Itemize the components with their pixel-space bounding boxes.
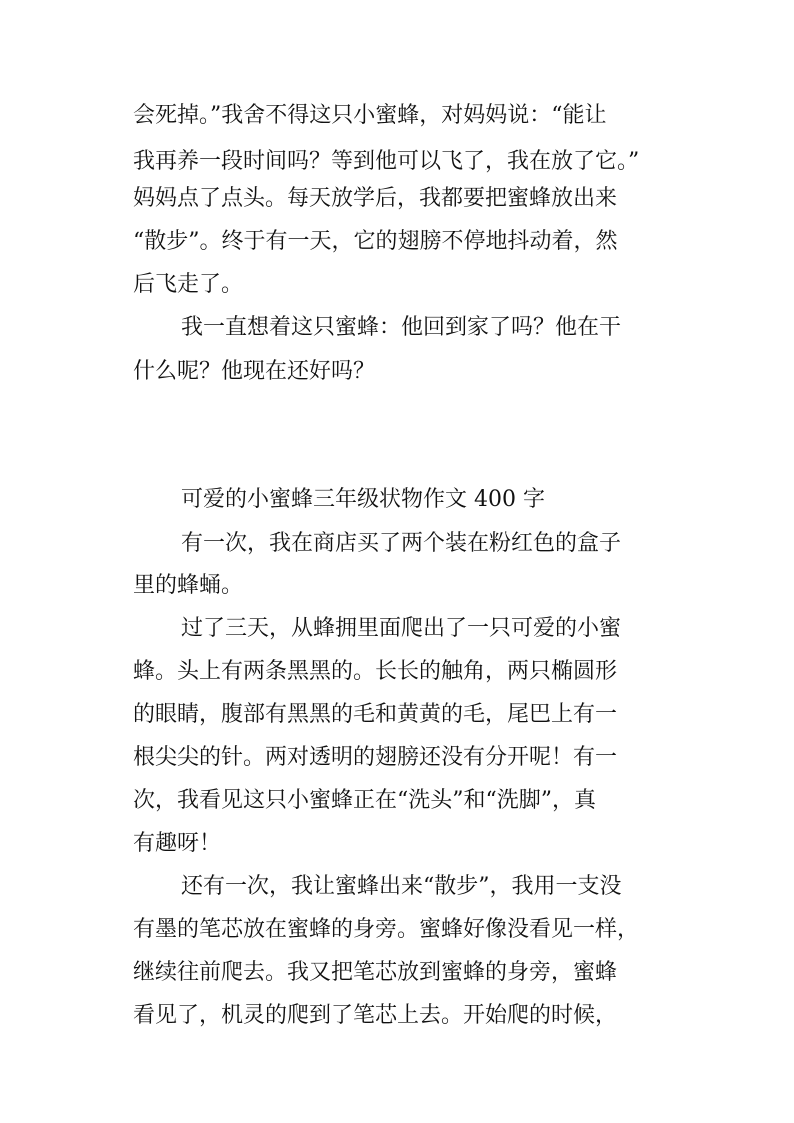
text-line: 根尖尖的针。两对透明的翅膀还没有分开呢！有一 — [133, 745, 618, 770]
essay-title: 可爱的小蜜蜂三年级状物作文 400 字 — [181, 487, 545, 512]
text-line: 蜂。头上有两条黑黑的。长长的触角，两只椭圆形 — [133, 659, 618, 684]
text-line: 里的蜂蛹。 — [133, 573, 244, 598]
text-line: 次，我看见这只小蜜蜂正在“洗头”和“洗脚”，真 — [133, 788, 596, 813]
text-line: 什么呢？他现在还好吗？ — [133, 359, 376, 384]
text-line: 看见了，机灵的爬到了笔芯上去。开始爬的时候， — [133, 1003, 618, 1028]
text-line: 有一次，我在商店买了两个装在粉红色的盒子 — [181, 531, 622, 556]
text-line: 过了三天，从蜂拥里面爬出了一只可爱的小蜜 — [181, 616, 622, 641]
text-line: 妈妈点了点头。每天放学后，我都要把蜜蜂放出来 — [133, 186, 618, 211]
text-line: 后飞走了。 — [133, 272, 244, 297]
text-line: 有墨的笔芯放在蜜蜂的身旁。蜜蜂好像没看见一样， — [133, 917, 640, 942]
text-line: 的眼睛，腹部有黑黑的毛和黄黄的毛，尾巴上有一 — [133, 702, 618, 727]
text-line: 还有一次，我让蜜蜂出来“散步”，我用一支没 — [181, 874, 622, 899]
text-line: 继续往前爬去。我又把笔芯放到蜜蜂的身旁，蜜蜂 — [133, 960, 618, 985]
text-line: 我一直想着这只蜜蜂：他回到家了吗？他在干 — [181, 315, 622, 340]
text-line: 会死掉。”我舍不得这只小蜜蜂，对妈妈说：“能让 — [133, 103, 607, 128]
text-line: 我再养一段时间吗？等到他可以飞了，我在放了它。” — [133, 149, 640, 174]
text-line: “散步”。终于有一天，它的翅膀不停地抖动着，然 — [133, 229, 618, 254]
text-line: 有趣呀！ — [133, 831, 222, 856]
